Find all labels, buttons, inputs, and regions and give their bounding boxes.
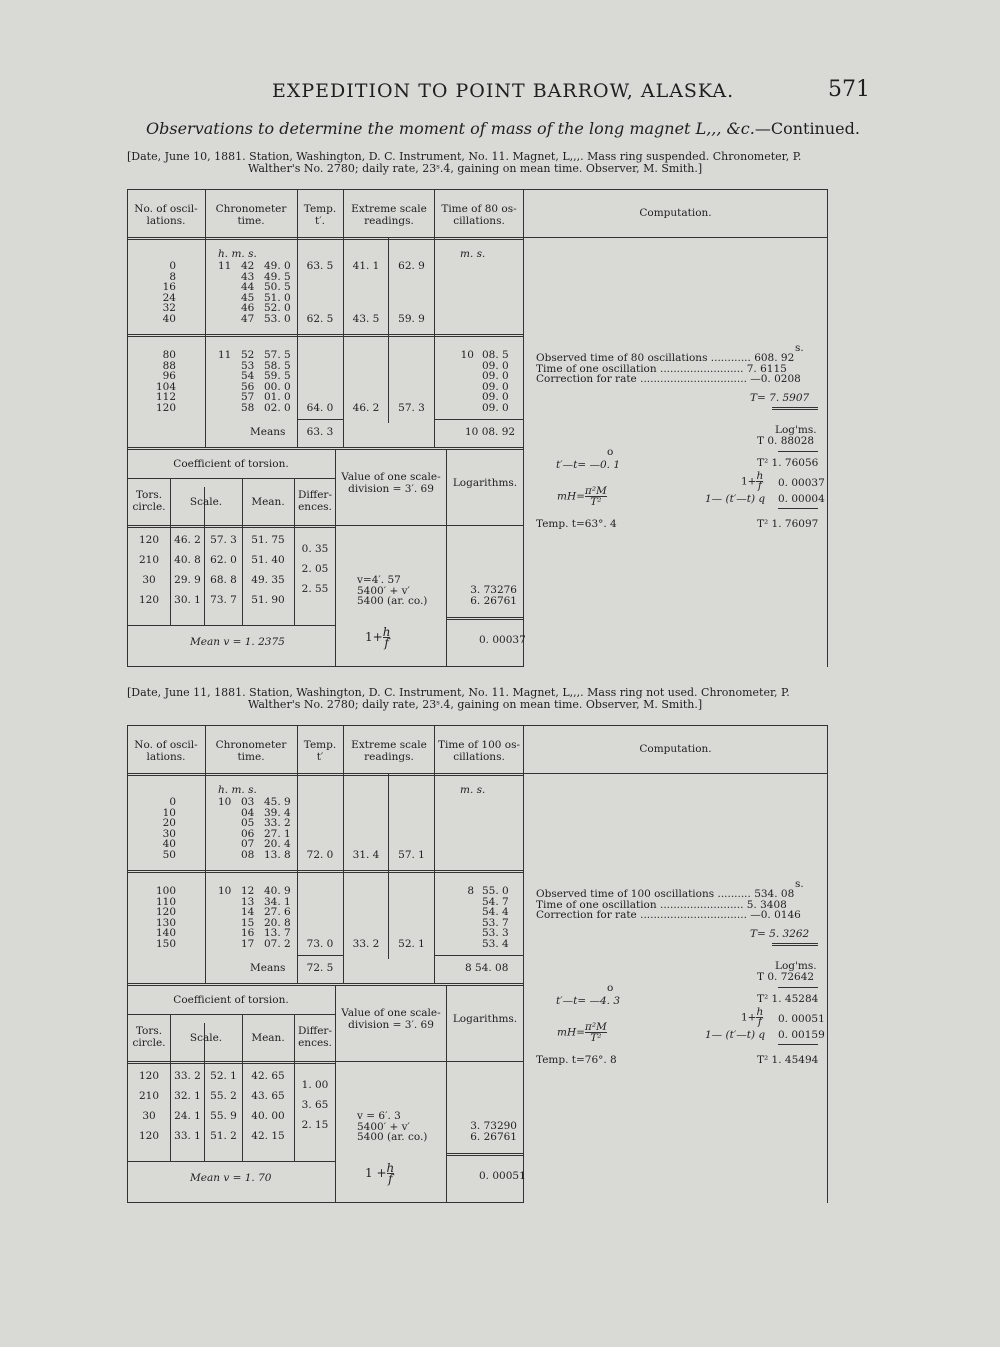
computation-seconds-unit: s. bbox=[795, 342, 804, 354]
scale-a-3: 24. 1 bbox=[174, 1110, 201, 1122]
log-q-term: 0. 00004 bbox=[778, 493, 825, 505]
temperature-t: Temp. t=76°. 8 bbox=[536, 1054, 617, 1066]
mean-3: 49. 35 bbox=[251, 574, 285, 586]
header-scale-value: Value of one scale- division = 3′. 69 bbox=[341, 471, 441, 495]
header-scale-readings: Extreme scale readings. bbox=[351, 739, 427, 763]
section-note-line-2: Walther's No. 2780; daily rate, 23ˢ.4, gaining on mean time. Observer, M. Smith.] bbox=[248, 162, 703, 175]
frac-f: f bbox=[757, 480, 762, 492]
header-chronometer: Chronometer time. bbox=[215, 739, 287, 763]
header-temp: Temp. t′. bbox=[303, 203, 337, 227]
moment-formula bbox=[557, 486, 607, 507]
header-time: Time of 100 os- cillations. bbox=[437, 739, 521, 763]
log-h-term: 0. 00051 bbox=[778, 1013, 825, 1025]
header-computation: Computation. bbox=[639, 207, 712, 219]
tors-4: 120 bbox=[138, 1130, 160, 1142]
mean-4: 51. 90 bbox=[251, 594, 285, 606]
log-q-term: 0. 00159 bbox=[778, 1029, 825, 1041]
group1-minutes: 03 04 05 06 07 08 bbox=[241, 796, 255, 861]
mh-denominator: T² bbox=[590, 496, 602, 508]
header-differences: Differ- ences. bbox=[297, 489, 333, 513]
mh-denominator: T² bbox=[590, 1032, 602, 1044]
difference-3: 2. 15 bbox=[301, 1119, 329, 1131]
section-note-line-2: Walther's No. 2780; daily rate, 23ˢ.4, gaining on mean time. Observer, M. Smith.] bbox=[248, 698, 703, 711]
one-plus-label: 1+ bbox=[741, 1011, 757, 1024]
frac-f-lower: f bbox=[384, 636, 389, 650]
units-ms: m. s. bbox=[460, 248, 486, 260]
computation-observed: Observed time of 100 oscillations .......... 534. 08 Time of one oscillation ......................... 5. 3408 Correction for rate ................................ —0. 0146 bbox=[536, 888, 801, 922]
mh-numerator: π²M bbox=[584, 1021, 607, 1033]
group1-temp: 63. 5 62. 5 bbox=[306, 260, 334, 325]
group1-oscillations: 0 10 20 30 40 50 bbox=[162, 796, 176, 861]
tors-1: 120 bbox=[138, 1070, 160, 1082]
group2-minutes: 52 53 54 56 57 58 bbox=[241, 349, 255, 414]
scale-b-3: 68. 8 bbox=[210, 574, 237, 586]
tors-3: 30 bbox=[142, 1110, 156, 1122]
logarithm-final: 0. 00051 bbox=[479, 1170, 526, 1182]
temperature-t: Temp. t=63°. 4 bbox=[536, 518, 617, 530]
group2-oscillations: 100 110 120 130 140 150 bbox=[155, 885, 176, 950]
degree-mark: o bbox=[607, 982, 614, 994]
one-plus-lower-label: 1+ bbox=[365, 630, 383, 644]
scale-a-2: 40. 8 bbox=[174, 554, 201, 566]
one-minus-q: 1— (t′—t) q bbox=[705, 493, 766, 505]
difference-2: 3. 65 bbox=[301, 1099, 329, 1111]
header-computation: Computation. bbox=[639, 743, 712, 755]
units-hms: h. m. s. bbox=[218, 248, 257, 260]
coefficient-title: Coefficient of torsion. bbox=[173, 994, 289, 1006]
tors-4: 120 bbox=[138, 594, 160, 606]
one-plus-h-over-f-lower bbox=[365, 1163, 394, 1184]
one-plus-lower-label: 1 + bbox=[365, 1166, 387, 1180]
group2-seconds: 40. 9 34. 1 27. 6 20. 8 13. 7 07. 2 bbox=[264, 885, 291, 950]
mh-numerator: π²M bbox=[584, 485, 607, 497]
header-logarithms: Logarithms. bbox=[452, 477, 518, 489]
one-minus-q: 1— (t′—t) q bbox=[705, 1029, 766, 1041]
degree-mark: o bbox=[607, 446, 614, 458]
section-note-line-1: [Date, June 11, 1881. Station, Washington, D. C. Instrument, No. 11. Magnet, L,,,. Mass ring not used. Chronometer, P. bbox=[127, 686, 790, 699]
header-chronometer: Chronometer time. bbox=[215, 203, 287, 227]
mean-3: 40. 00 bbox=[251, 1110, 285, 1122]
mean-4: 42. 15 bbox=[251, 1130, 285, 1142]
tors-2: 210 bbox=[138, 1090, 160, 1102]
difference-1: 0. 35 bbox=[301, 543, 329, 555]
header-tors-circle: Tors. circle. bbox=[132, 489, 166, 513]
scale-b-3: 55. 9 bbox=[210, 1110, 237, 1122]
scale-b-2: 55. 2 bbox=[210, 1090, 237, 1102]
scale-value-lines: v = 6′. 3 5400′ + v′ 5400 (ar. co.) bbox=[357, 1110, 428, 1144]
group1-oscillations: 0 8 16 24 32 40 bbox=[162, 260, 176, 325]
header-scale: Scale. bbox=[189, 1032, 223, 1044]
group2-time-seconds: 55. 0 54. 7 54. 4 53. 7 53. 3 53. 4 bbox=[482, 885, 509, 950]
group2-time-seconds: 08. 5 09. 0 09. 0 09. 0 09. 0 09. 0 bbox=[482, 349, 509, 414]
group1-minutes: 42 43 44 45 46 47 bbox=[241, 260, 255, 325]
computation-observed: Observed time of 80 oscillations ............ 608. 92 Time of one oscillation ......................... 7. 6115 Correction for rate ................................ —0. 0208 bbox=[536, 352, 801, 386]
difference-1: 1. 00 bbox=[301, 1079, 329, 1091]
group1-temp: 72. 0 bbox=[306, 848, 334, 861]
log-h-term: 0. 00037 bbox=[778, 477, 825, 489]
log-t-squared: T² 1. 45284 bbox=[757, 993, 819, 1005]
logarithm-final: 0. 00037 bbox=[479, 634, 526, 646]
group2-scale-right: 57. 3 bbox=[398, 401, 425, 414]
means-time: 8 54. 08 bbox=[465, 962, 509, 974]
header-mean: Mean. bbox=[251, 1032, 285, 1044]
mh-label: mH= bbox=[557, 1026, 585, 1039]
frac-h: h bbox=[756, 470, 764, 482]
header-logarithms: Logarithms. bbox=[452, 1013, 518, 1025]
computation-seconds-unit: s. bbox=[795, 878, 804, 890]
section-note-line-1: [Date, June 10, 1881. Station, Washington, D. C. Instrument, No. 11. Magnet, L,,,. Mass ring suspended. Chronometer, P. bbox=[127, 150, 802, 163]
temp-difference: t′—t= —4. 3 bbox=[556, 995, 620, 1007]
log-t: T 0. 88028 bbox=[757, 435, 815, 447]
header-mean: Mean. bbox=[251, 496, 285, 508]
group2-hour: 10 bbox=[218, 885, 232, 897]
log-header: Log'ms. bbox=[775, 424, 817, 436]
moment-formula bbox=[557, 1022, 607, 1043]
group1-hour: 11 bbox=[218, 260, 232, 272]
scale-b-4: 73. 7 bbox=[210, 594, 237, 606]
header-scale-value: Value of one scale- division = 3′. 69 bbox=[341, 1007, 441, 1031]
header-oscillations: No. of oscil- lations. bbox=[134, 203, 198, 227]
log-t-squared-final: T² 1. 45494 bbox=[757, 1054, 819, 1066]
group1-seconds: 45. 9 39. 4 33. 2 27. 1 20. 4 13. 8 bbox=[264, 796, 291, 861]
group2-seconds: 57. 5 58. 5 59. 5 00. 0 01. 0 02. 0 bbox=[264, 349, 291, 414]
header-scale-readings: Extreme scale readings. bbox=[351, 203, 427, 227]
scale-a-4: 30. 1 bbox=[174, 594, 201, 606]
group2-time-minutes: 10 bbox=[460, 349, 474, 361]
group1-hour: 10 bbox=[218, 796, 232, 808]
group2-scale-left: 46. 2 bbox=[352, 401, 380, 414]
group1-scale-right: 62. 9 59. 9 bbox=[398, 260, 425, 325]
mean-2: 51. 40 bbox=[251, 554, 285, 566]
one-plus-h-over-f-lower bbox=[365, 627, 390, 648]
group1-seconds: 49. 0 49. 5 50. 5 51. 0 52. 0 53. 0 bbox=[264, 260, 291, 325]
mean-1: 51. 75 bbox=[251, 534, 285, 546]
scale-a-2: 32. 1 bbox=[174, 1090, 201, 1102]
scale-a-1: 33. 2 bbox=[174, 1070, 201, 1082]
group2-oscillations: 80 88 96 104 112 120 bbox=[155, 349, 176, 414]
log-header: Log'ms. bbox=[775, 960, 817, 972]
temp-difference: t′—t= —0. 1 bbox=[556, 459, 620, 471]
computation-period: T= 5. 3262 bbox=[750, 928, 810, 940]
header-tors-circle: Tors. circle. bbox=[132, 1025, 166, 1049]
coefficient-title: Coefficient of torsion. bbox=[173, 458, 289, 470]
tors-1: 120 bbox=[138, 534, 160, 546]
page-number: 571 bbox=[828, 77, 870, 102]
logarithm-values: 3. 73276 6. 26761 bbox=[470, 584, 517, 607]
group2-temp: 64. 0 bbox=[306, 401, 334, 414]
log-t-squared: T² 1. 76056 bbox=[757, 457, 819, 469]
header-time: Time of 80 os- cillations. bbox=[441, 203, 517, 227]
group2-hour: 11 bbox=[218, 349, 232, 361]
frac-h-lower: h bbox=[382, 625, 391, 639]
group1-scale-left: 31. 4 bbox=[352, 848, 380, 861]
scale-b-1: 57. 3 bbox=[210, 534, 237, 546]
frac-f-lower: f bbox=[388, 1172, 393, 1186]
log-t: T 0. 72642 bbox=[757, 971, 815, 983]
mh-label: mH= bbox=[557, 490, 585, 503]
mean-v: Mean v = 1. 2375 bbox=[190, 636, 285, 648]
frac-h: h bbox=[756, 1006, 764, 1018]
scale-b-1: 52. 1 bbox=[210, 1070, 237, 1082]
units-hms: h. m. s. bbox=[218, 784, 257, 796]
scale-a-3: 29. 9 bbox=[174, 574, 201, 586]
scale-value-lines: v=4′. 57 5400′ + v′ 5400 (ar. co.) bbox=[357, 574, 428, 608]
one-plus-label: 1+ bbox=[741, 475, 757, 488]
difference-2: 2. 05 bbox=[301, 563, 329, 575]
log-t-squared-final: T² 1. 76097 bbox=[757, 518, 819, 530]
header-temp: Temp. t′ bbox=[303, 739, 337, 763]
mean-v: Mean v = 1. 70 bbox=[190, 1172, 272, 1184]
group2-time-minutes: 8 bbox=[467, 885, 474, 897]
subtitle-italic: Observations to determine the moment of mass of the long magnet L,,, &c. bbox=[146, 119, 755, 138]
means-time: 10 08. 92 bbox=[465, 426, 516, 438]
frac-h-lower: h bbox=[386, 1161, 395, 1175]
subtitle-tail: —Continued. bbox=[754, 119, 860, 138]
means-temp: 72. 5 bbox=[306, 962, 334, 974]
page-subtitle bbox=[146, 119, 860, 138]
group1-scale-left: 41. 1 43. 5 bbox=[352, 260, 380, 325]
scale-a-4: 33. 1 bbox=[174, 1130, 201, 1142]
mean-1: 42. 65 bbox=[251, 1070, 285, 1082]
tors-3: 30 bbox=[142, 574, 156, 586]
group2-temp: 73. 0 bbox=[306, 937, 334, 950]
one-plus-h-over-f bbox=[741, 1008, 763, 1027]
group2-scale-left: 33. 2 bbox=[352, 937, 380, 950]
one-plus-h-over-f bbox=[741, 472, 763, 491]
units-ms: m. s. bbox=[460, 784, 486, 796]
frac-f: f bbox=[757, 1016, 762, 1028]
means-label: Means bbox=[250, 962, 286, 974]
running-head: EXPEDITION TO POINT BARROW, ALASKA. bbox=[272, 80, 735, 102]
scale-a-1: 46. 2 bbox=[174, 534, 201, 546]
group2-minutes: 12 13 14 15 16 17 bbox=[241, 885, 255, 950]
scale-b-2: 62. 0 bbox=[210, 554, 237, 566]
tors-2: 210 bbox=[138, 554, 160, 566]
header-oscillations: No. of oscil- lations. bbox=[134, 739, 198, 763]
means-temp: 63. 3 bbox=[306, 426, 334, 438]
group1-scale-right: 57. 1 bbox=[398, 848, 425, 861]
logarithm-values: 3. 73290 6. 26761 bbox=[470, 1120, 517, 1143]
header-scale: Scale. bbox=[189, 496, 223, 508]
difference-3: 2. 55 bbox=[301, 583, 329, 595]
computation-period: T= 7. 5907 bbox=[750, 392, 810, 404]
scale-b-4: 51. 2 bbox=[210, 1130, 237, 1142]
header-differences: Differ- ences. bbox=[297, 1025, 333, 1049]
mean-2: 43. 65 bbox=[251, 1090, 285, 1102]
means-label: Means bbox=[250, 426, 286, 438]
group2-scale-right: 52. 1 bbox=[398, 937, 425, 950]
